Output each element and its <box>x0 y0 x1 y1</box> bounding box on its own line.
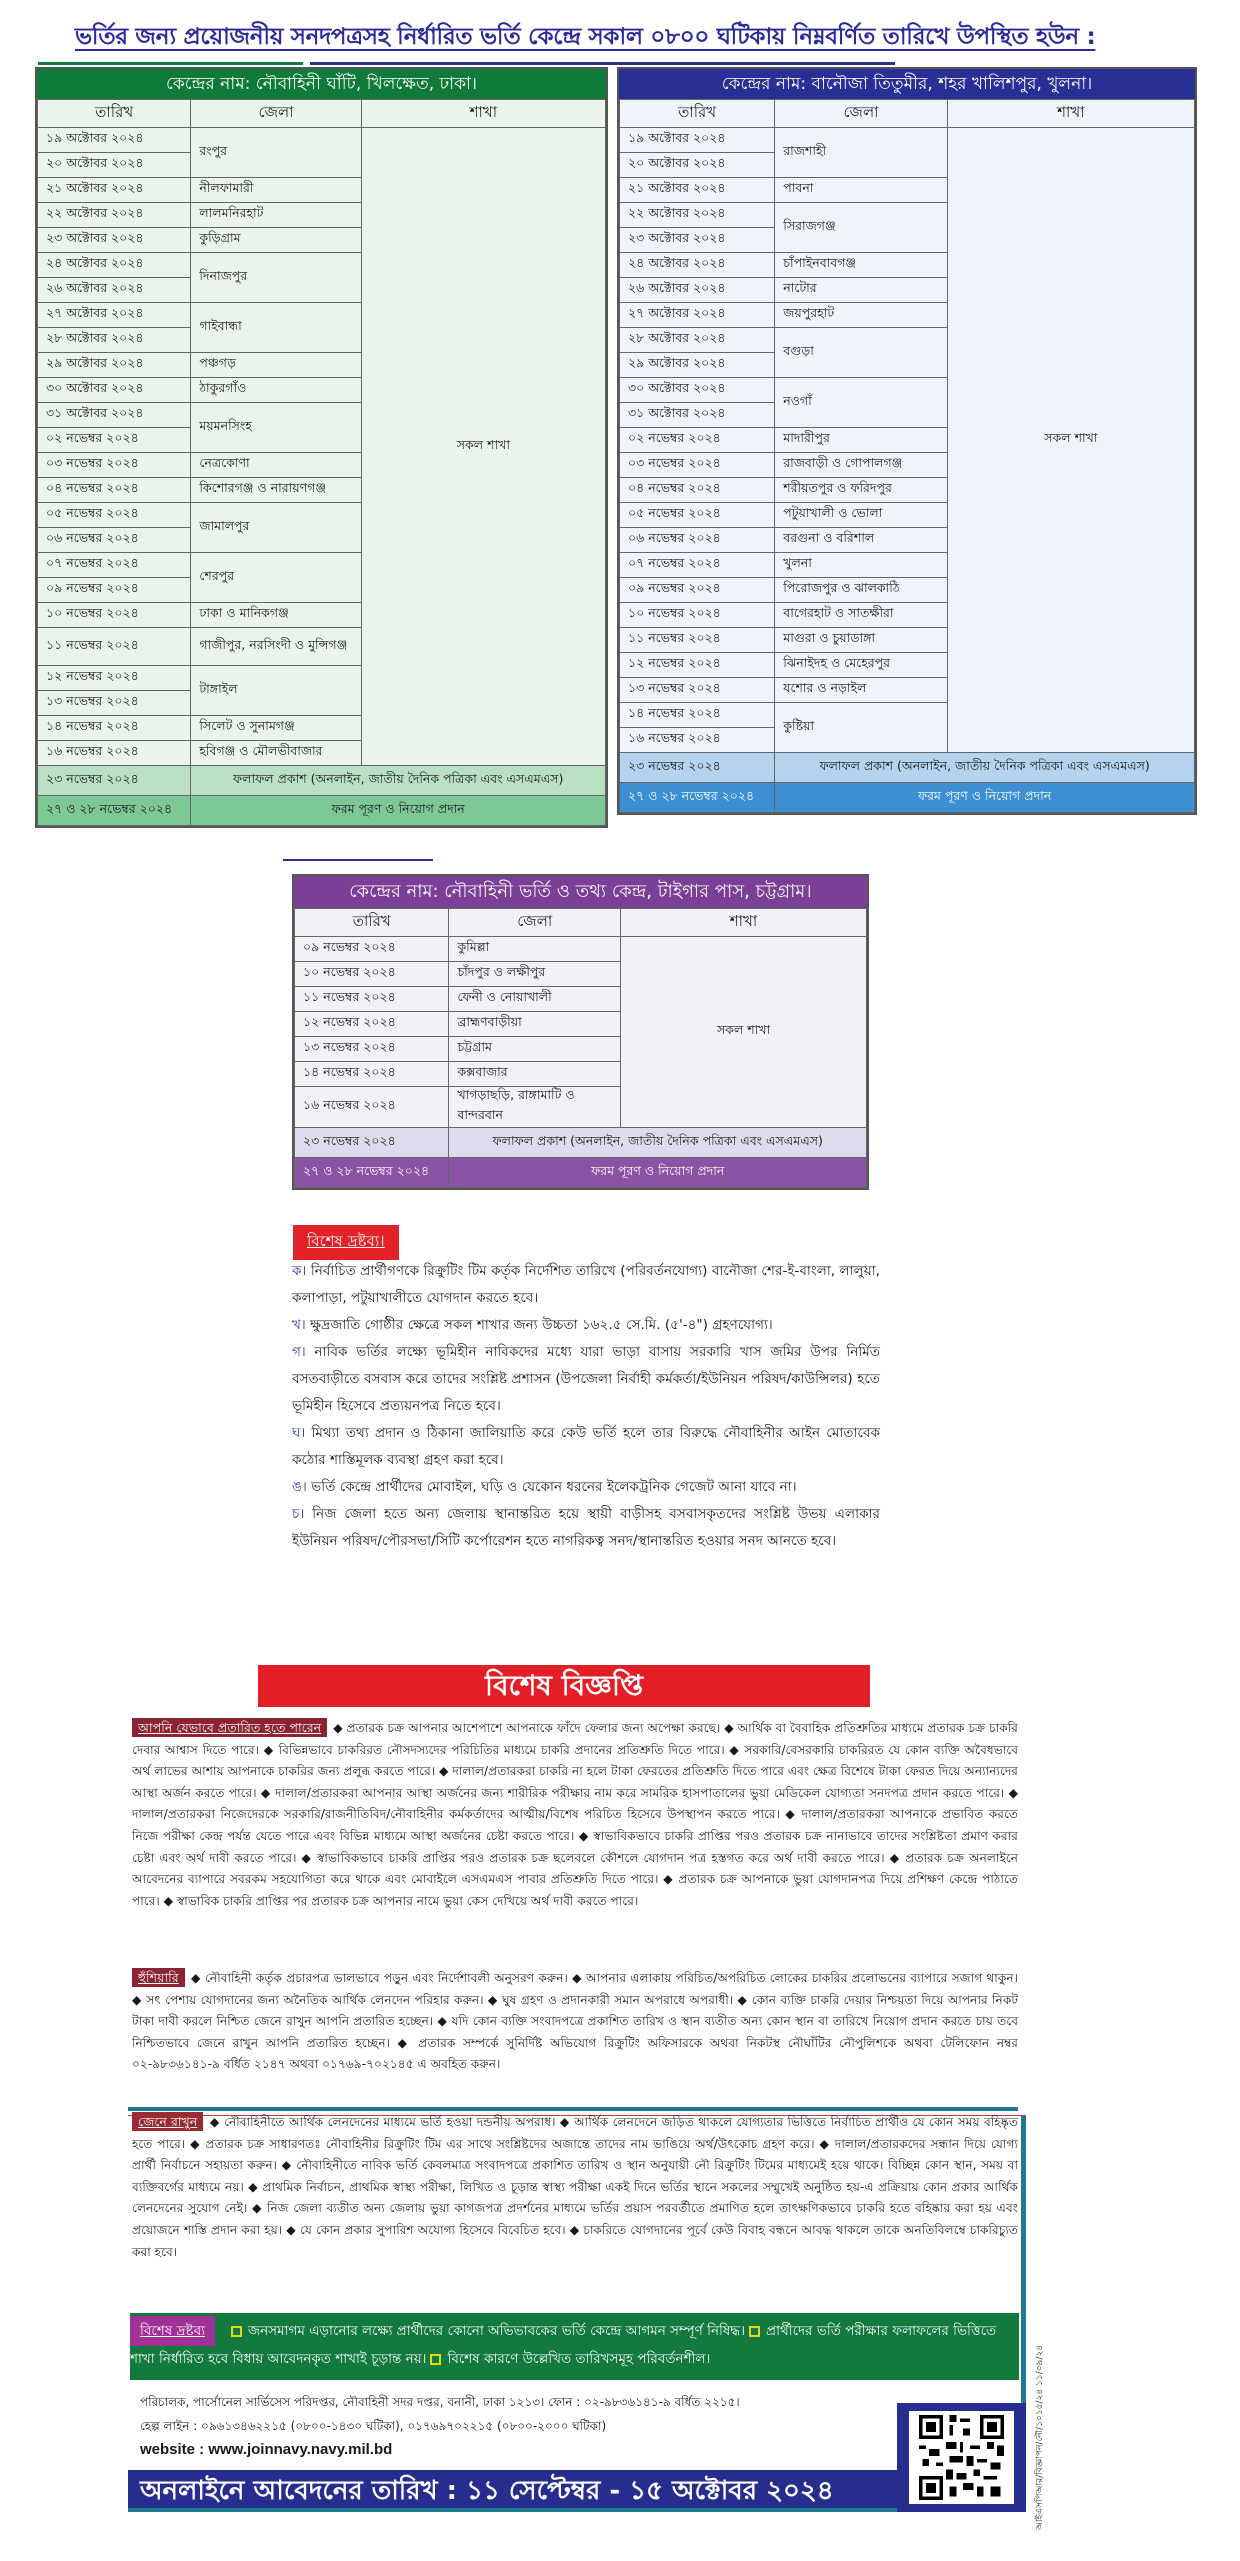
district-cell: রংপুর <box>191 128 361 178</box>
schedule-table <box>619 99 1195 813</box>
district-cell: বগুড়া <box>775 328 948 378</box>
district-cell: জামালপুর <box>191 503 361 553</box>
column-header-district: জেলা <box>449 909 621 937</box>
date-cell: ১২ নভেম্বর ২০২৪ <box>620 653 775 678</box>
date-cell: ০৬ নভেম্বর ২০২৪ <box>38 528 191 553</box>
district-cell: ঠাকুরগাঁও <box>191 378 361 403</box>
result-description: ফলাফল প্রকাশ (অনলাইন, জাতীয় দৈনিক পত্রিকা এবং এসএমএস) <box>775 753 1195 783</box>
center-title: কেন্দ্রের নাম: বানৌজা তিতুমীর, শহর খালিশপুর, খুলনা। <box>619 69 1195 99</box>
form-description: ফরম পূরণ ও নিয়োগ প্রদান <box>449 1158 867 1188</box>
district-cell: পটুয়াখালী ও ভোলা <box>775 503 948 528</box>
result-description: ফলাফল প্রকাশ (অনলাইন, জাতীয় দৈনিক পত্রিকা এবং এসএমএস) <box>191 766 606 796</box>
qr-code-icon <box>913 2415 1010 2500</box>
date-cell: ২৩ নভেম্বর ২০২৪ <box>620 753 775 783</box>
date-cell: ২৩ অক্টোবর ২০২৪ <box>38 228 191 253</box>
date-cell: ০২ নভেম্বর ২০২৪ <box>620 428 775 453</box>
website-link[interactable]: website : www.joinnavy.navy.mil.bd <box>140 2441 393 2458</box>
date-cell: ২৭ ও ২৮ নভেম্বর ২০২৪ <box>38 796 191 826</box>
green-note-label: বিশেষ দ্রষ্টব্য <box>130 2316 215 2346</box>
district-cell: শরীয়তপুর ও ফরিদপুর <box>775 478 948 503</box>
district-cell: গাজীপুর, নরসিংদী ও মুন্সিগঞ্জ <box>191 628 361 666</box>
district-cell: খুলনা <box>775 553 948 578</box>
date-cell: ১১ নভেম্বর ২০২৪ <box>620 628 775 653</box>
date-cell: ১৩ নভেম্বর ২০২৪ <box>38 691 191 716</box>
date-cell: ২৩ নভেম্বর ২০২৪ <box>295 1128 449 1158</box>
table-row <box>620 128 1195 153</box>
center-title: কেন্দ্রের নাম: নৌবাহিনী ভর্তি ও তথ্য কেন্দ্র, টাইগার পাস, চট্টগ্রাম। <box>294 876 867 908</box>
branch-cell: সকল শাখা <box>621 937 867 1128</box>
date-cell: ১৪ নভেম্বর ২০২৪ <box>38 716 191 741</box>
date-cell: ১৬ নভেম্বর ২০২৪ <box>295 1087 449 1128</box>
know-label: জেনে রাখুন <box>132 2112 203 2131</box>
date-cell: ২৮ অক্টোবর ২০২৪ <box>620 328 775 353</box>
decor-line-green <box>38 62 303 65</box>
date-cell: ৩০ অক্টোবর ২০২৪ <box>620 378 775 403</box>
result-description: ফলাফল প্রকাশ (অনলাইন, জাতীয় দৈনিক পত্রিকা এবং এসএমএস) <box>449 1128 867 1158</box>
date-cell: ০৯ নভেম্বর ২০২৪ <box>38 578 191 603</box>
date-cell: ২৩ অক্টোবর ২০২৪ <box>620 228 775 253</box>
district-cell: জয়পুরহাট <box>775 303 948 328</box>
form-row <box>38 796 606 826</box>
date-cell: ০৪ নভেম্বর ২০২৪ <box>620 478 775 503</box>
caution-label: হুঁশিয়ারি <box>132 1968 185 1987</box>
fraud-label: আপনি যেভাবে প্রতারিত হতে পারেন <box>132 1718 327 1737</box>
center-title: কেন্দ্রের নাম: নৌবাহিনী ঘাঁটি, খিলক্ষেত, ঢাকা। <box>37 69 606 99</box>
date-cell: ১১ নভেম্বর ২০২৪ <box>38 628 191 666</box>
date-cell: ১০ নভেম্বর ২০২৪ <box>38 603 191 628</box>
note-item: ক। নির্বাচিত প্রার্থীগণকে রিক্রুটিং টিম কর্তৃক নির্দেশিত তারিখে (পরিবর্তনযোগ্য) বানৌজা শের-ই-বাংলা, লালুয়া, কলাপাড়া, পটুয়াখালীতে যোগদান করতে হবে। <box>292 1263 880 1306</box>
date-cell: ২৭ ও ২৮ নভেম্বর ২০২৪ <box>295 1158 449 1188</box>
branch-cell: সকল শাখা <box>361 128 605 766</box>
district-cell: ময়মনসিংহ <box>191 403 361 453</box>
district-cell: ব্রাহ্মণবাড়ীয়া <box>449 1012 621 1037</box>
date-cell: ২২ অক্টোবর ২০২৪ <box>38 203 191 228</box>
note-item: ঙ। ভর্তি কেন্দ্রে প্রার্থীদের মোবাইল, ঘড়ি ও যেকোন ধরনের ইলেকট্রনিক গেজেট আনা যাবে না। <box>292 1479 797 1495</box>
date-cell: ০৯ নভেম্বর ২০২৪ <box>620 578 775 603</box>
date-cell: ১৪ নভেম্বর ২০২৪ <box>620 703 775 728</box>
special-notes-list <box>292 1258 880 1555</box>
column-header-district: জেলা <box>775 100 948 128</box>
district-cell: ঢাকা ও মানিকগঞ্জ <box>191 603 361 628</box>
district-cell: পাবনা <box>775 178 948 203</box>
contact-info <box>140 2390 900 2462</box>
note-item: চ। নিজ জেলা হতে অন্য জেলায় স্থানান্তরিত হয়ে স্থায়ী বাড়ীসহ বসবাসকৃতদের সংশ্লিষ্ট উভয় এলাকার ইউনিয়ন পরিষদ/পৌরসভা/সিটি কর্পোরেশন হতে নাগরিকত্ব সনদ/স্থানান্তরিত হওয়ার সনদ আনতে হবে। <box>292 1506 881 1549</box>
district-cell: মাগুরা ও চুয়াডাঙ্গা <box>775 628 948 653</box>
date-cell: ২৩ নভেম্বর ২০২৪ <box>38 766 191 796</box>
helpline: হেল্প লাইন : ০৯৬১৩৪৬২২১৫ (০৮০০-১৪৩০ ঘটিকা), ০১৭৬৯৭০২২১৫ (০৮০০-২০০০ ঘটিকা) <box>140 2419 607 2433</box>
checkbox-bullet-icon <box>430 2354 441 2365</box>
date-cell: ১৯ অক্টোবর ২০২৪ <box>620 128 775 153</box>
online-application-dates: অনলাইনে আবেদনের তারিখ : ১১ সেপ্টেম্বর - ১৫ অক্টোবর ২০২৪ <box>128 2470 1026 2512</box>
decor-line-blue-small <box>283 859 433 861</box>
date-cell: ২০ অক্টোবর ২০২৪ <box>38 153 191 178</box>
center-table-khulna <box>617 67 1197 815</box>
center-table-chattogram <box>292 874 869 1190</box>
district-cell: গাইবান্ধা <box>191 303 361 353</box>
special-notice-banner: বিশেষ বিজ্ঞপ্তি <box>258 1665 870 1707</box>
fraud-warning-paragraph: আপনি যেভাবে প্রতারিত হতে পারেন ◆ প্রতারক চক্র আপনার আশেপাশে আপনাকে ফাঁদে ফেলার জন্য অপেক্ষা করছে। ◆ আর্থিক বা বৈবাহিক প্রতিশ্রুতির মাধ্যমে প্রতারক চক্র চাকরি দেবার আশ্বাস দিতে পারে। ◆ বিভিন্নভাবে চাকরিরত নৌসদস্যদের পরিচিতির মাধ্যমে চাকরি প্রদানের প্রতিশ্রুতি দিতে পারে। ◆ সরকারি/বেসরকারি চাকরিরত যে কোন ব্যক্তি অবৈধভাবে অর্থ লাভের আশায় আপনাকে চাকরির জন্য প্রলুব্ধ করতে পারে। ◆ দালাল/প্রতারকরা চাকরি না হলে টাকা ফেরতের প্রতিশ্রুতি দিতে পারে এবং ক্ষেত্র বিশেষে টাকা ফেরত দিয়ে অন্যান্যদের আস্থা অর্জন করতে পারে। ◆ দালাল/প্রতারকরা আপনার আস্থা অর্জনের জন্য শারীরিক পরীক্ষার নাম করে সামরিক হাসপাতালের ভুয়া মেডিকেল যোগ্যতা সনদপত্র প্রদান করতে পারে। ◆ দালাল/প্রতারকরা নিজেদেরকে সরকারি/রাজনীতিবিদ/নৌবাহিনীর কর্মকর্তাদের আত্মীয়/বিশেষ পরিচিত হিসেবে উপস্থাপন করতে পারে। ◆ দালাল/প্রতারকরা আপনাকে প্রভাবিত করতে নিজে পরীক্ষা কেন্দ্র পর্যন্ত যেতে পারে এবং বিভিন্ন মাধ্যমে আস্থা অর্জনের চেষ্টা করতে পারে। ◆ স্বাভাবিকভাবে চাকরি প্রাপ্তির পরও প্রতারক চক্র নানাভাবে তাদের সংশ্লিষ্টতা প্রমাণ করার চেষ্টা এবং অর্থ দাবী করতে পারে। ◆ স্বাভাবিকভাবে চাকরি প্রাপ্তির পরও প্রতারক চক্র ছলেবলে কৌশলে যোগদান পত্র হস্তগত করে অর্থ দাবী করতে পারে। ◆ প্রতারক চক্র অনলাইনে আবেদনের ব্যাপারে সবরকম সহযোগিতা করে থাকে এবং মোবাইলে এসএমএস পাবার প্রতিশ্রুতি দিতে পারে। ◆ প্রতারক চক্র আপনাকে ভুয়া যোগদানপত্র দিয়ে প্রশিক্ষণ কেন্দ্রে পাঠাতে পারে। ◆ স্বাভাবিক চাকরি প্রাপ্তির পর প্রতারক চক্র আপনার নামে ভুয়া কেস দেখিয়ে অর্থ দাবী করতে পারে। <box>132 1720 1018 1908</box>
district-cell: খাগড়াছড়ি, রাঙ্গামাটি ও বান্দরবান <box>449 1087 621 1128</box>
know-this-paragraph: জেনে রাখুন ◆ নৌবাহিনীতে আর্থিক লেনদেনের মাধ্যমে ভর্তি হওয়া দন্ডনীয় অপরাধ। ◆ আর্থিক লেনদেনে জড়িত থাকলে যোগ্যতার ভিত্তিতে নির্বাচিত প্রার্থীও যে কোন সময় বহিষ্কৃত হতে পারে। ◆ প্রতারক চক্র সাধারণতঃ নৌবাহিনীর রিক্রুটিং টিম এর সাথে সংশ্লিষ্টদের অজান্তে তাদের নাম ভাঙিয়ে অর্থ/উৎকোচ গ্রহণ করে। ◆ দালাল/প্রতারকদের সন্ধান দিয়ে যোগ্য প্রার্থী নির্বাচনে সহায়তা করুন। ◆ নৌবাহিনীতে নাবিক ভর্তি কেবলমাত্র সংবাদপত্রে প্রকাশিত তারিখ ও স্থান অনুযায়ী নৌ রিক্রুটিং টিমের মাধ্যমেই হয়ে থাকে। বিচ্ছিন্ন কোন স্থান, সময় বা ব্যক্তিবর্গের মাধ্যমে নয়। ◆ প্রাথমিক নির্বাচন, প্রাথমিক স্বাস্থ্য পরীক্ষা, লিখিত ও চূড়ান্ত স্বাস্থ্য পরীক্ষা একই দিনে ভর্তির স্থানে সকলের সম্মুখেই অনুষ্ঠিত হয়-এ প্রক্রিয়ায় কোন প্রকার আর্থিক লেনদেনের সুযোগ নেই। ◆ নিজ জেলা ব্যতীত অন্য জেলায় ভুয়া কাগজপত্র প্রদর্শনের মাধ্যমে ভর্তির প্রয়াস পরবর্তীতে প্রমাণিত হলে তাৎক্ষণিকভাবে চাকরি হতে বহিষ্কার করা হয় এবং প্রয়োজনে শাস্তি প্রদান করা হয়। ◆ যে কোন প্রকার সুপারিশ অযোগ্য হিসেবে বিবেচিত হবে। ◆ চাকরিতে যোগদানের পূর্বে কেউ বিবাহ বন্ধনে আবদ্ধ থাকলে তাকে অনতিবিলম্বে চাকরিচ্যুত করা হবে। <box>132 2114 1018 2259</box>
date-cell: ০৯ নভেম্বর ২০২৪ <box>295 937 449 962</box>
district-cell: সিরাজগঞ্জ <box>775 203 948 253</box>
date-cell: ০৫ নভেম্বর ২০২৪ <box>38 503 191 528</box>
district-cell: শেরপুর <box>191 553 361 603</box>
result-row <box>295 1128 867 1158</box>
date-cell: ২৮ অক্টোবর ২০২৪ <box>38 328 191 353</box>
district-cell: বরগুনা ও বরিশাল <box>775 528 948 553</box>
date-cell: ০৪ নভেম্বর ২০২৪ <box>38 478 191 503</box>
district-cell: নাটোর <box>775 278 948 303</box>
column-header-date: তারিখ <box>38 100 191 128</box>
date-cell: ২৯ অক্টোবর ২০২৪ <box>38 353 191 378</box>
column-header-date: তারিখ <box>295 909 449 937</box>
district-cell: কক্সবাজার <box>449 1062 621 1087</box>
date-cell: ২৭ অক্টোবর ২০২৪ <box>620 303 775 328</box>
district-cell: চাঁপাইনবাবগঞ্জ <box>775 253 948 278</box>
table-row <box>38 128 606 153</box>
note-item: ঘ। মিথ্যা তথ্য প্রদান ও ঠিকানা জালিয়াতি করে কেউ ভর্তি হলে তার বিরুদ্ধে নৌবাহিনীর আইন মোতাবেক কঠোর শাস্তিমূলক ব্যবস্থা গ্রহণ করা হবে। <box>292 1425 880 1468</box>
date-cell: ১৯ অক্টোবর ২০২৪ <box>38 128 191 153</box>
date-cell: ১৩ নভেম্বর ২০২৪ <box>620 678 775 703</box>
date-cell: ০৭ নভেম্বর ২০২৪ <box>38 553 191 578</box>
date-cell: ১২ নভেম্বর ২০২৪ <box>295 1012 449 1037</box>
date-cell: ১০ নভেম্বর ২০২৪ <box>295 962 449 987</box>
decor-line-blue <box>310 62 895 65</box>
district-cell: নেত্রকোণা <box>191 453 361 478</box>
result-row <box>38 766 606 796</box>
caution-paragraph: হুঁশিয়ারি ◆ নৌবাহিনী কর্তৃক প্রচারপত্র ভালভাবে পড়ুন এবং নির্দেশাবলী অনুসরণ করুন। ◆ আপনার এলাকায় পরিচিত/অপরিচিত লোকের চাকরির প্রলোভনের ব্যাপারে সজাগ থাকুন। ◆ সৎ পেশায় যোগদানের জন্য অনৈতিক আর্থিক লেনদেন পরিহার করুন। ◆ ঘুষ গ্রহণ ও প্রদানকারী সমান অপরাধে অপরাধী। ◆ কোন ব্যক্তি চাকরি দেয়ার নিশ্চয়তা দিয়ে আপনার নিকট টাকা দাবী করলে নিশ্চিত জেনে রাখুন আপনি প্রতারিত হচ্ছেন। ◆ যদি কোন ব্যক্তি সংবাদপত্রে প্রকাশিত তারিখ ও স্থান ব্যতীত অন্য কোন স্থান বা তারিখে নিয়োগ প্রদান করতে চায় তবে নিশ্চিতভাবে জেনে রাখুন আপনি প্রতারিত হচ্ছেন। ◆ প্রতারক সম্পর্কে সুনির্দিষ্ট অভিযোগ রিক্রুটিং অফিসারকে অথবা নিকটস্থ নৌঘাঁটির নৌপুলিশকে অথবা টেলিফোন নম্বর ০২-৯৮৩৬১৪১-৯ বর্ধিত ২১৪৭ অথবা ০১৭৬৯-৭০২১৪৫ এ অবহিত করুন। <box>132 1970 1018 2072</box>
date-cell: ২৭ ও ২৮ নভেম্বর ২০২৪ <box>620 783 775 813</box>
special-note-green-box: বিশেষ দ্রষ্টব্য জনসমাগম এড়ানোর লক্ষ্যে প্রার্থীদের কোনো অভিভাবকের ভর্তি কেন্দ্রে আগমন সম্পূর্ণ নিষিদ্ধ। প্রার্থীদের ভর্তি পরীক্ষার ফলাফলের ভিত্তিতে শাখা নির্ধারিত হবে বিধায় আবেদনকৃত শাখাই চূড়ান্ত নয়। বিশেষ কারণে উল্লেখিত তারিখসমূহ পরিবর্তনশীল। <box>130 2313 1019 2380</box>
form-row <box>620 783 1195 813</box>
district-cell: হবিগঞ্জ ও মৌলভীবাজার <box>191 741 361 766</box>
date-cell: ১৪ নভেম্বর ২০২৪ <box>295 1062 449 1087</box>
form-description: ফরম পূরণ ও নিয়োগ প্রদান <box>775 783 1195 813</box>
table-row <box>295 937 867 962</box>
checkbox-bullet-icon <box>749 2326 760 2337</box>
publication-reference: আইএসপিআর/বিজ্ঞাপন/নৌ/১০১৫/২৪ ১১/০৯/২৪ <box>1035 2344 1045 2530</box>
column-header-branch: শাখা <box>621 909 867 937</box>
district-cell: লালমনিরহাট <box>191 203 361 228</box>
district-cell: পিরোজপুর ও ঝালকাঠি <box>775 578 948 603</box>
note-item: গ। নাবিক ভর্তির লক্ষ্যে ভূমিহীন নাবিকদের মধ্যে যারা ভাড়া বাসায় সরকারি খাস জমির উপর নির্মিত বসতবাড়ীতে বসবাস করে তাদের সংশ্লিষ্ট প্রশাসন (উপজেলা নির্বাহী কর্মকর্তা/ইউনিয়ন পরিষদ/কাউন্সিলর) হতে ভূমিহীন হিসেবে প্রত্যয়নপত্র নিতে হবে। <box>292 1344 880 1414</box>
date-cell: ১০ নভেম্বর ২০২৪ <box>620 603 775 628</box>
checkbox-bullet-icon <box>231 2326 242 2337</box>
date-cell: ২২ অক্টোবর ২০২৪ <box>620 203 775 228</box>
date-cell: ২১ অক্টোবর ২০২৪ <box>620 178 775 203</box>
date-cell: ৩১ অক্টোবর ২০২৪ <box>620 403 775 428</box>
address-line: পরিচালক, পার্সোনেল সার্ভিসেস পরিদপ্তর, নৌবাহিনী সদর দপ্তর, বনানী, ঢাকা ১২১৩। ফোন : ০২-৯৮৩৬১৪১-৯ বর্ধিত ২২১৫। <box>140 2395 740 2409</box>
date-cell: ২১ অক্টোবর ২০২৪ <box>38 178 191 203</box>
district-cell: চট্টগ্রাম <box>449 1037 621 1062</box>
district-cell: ঝিনাইদহ ও মেহেরপুর <box>775 653 948 678</box>
schedule-table <box>37 99 606 826</box>
divider <box>128 2107 1018 2111</box>
district-cell: কিশোরগঞ্জ ও নারায়ণগঞ্জ <box>191 478 361 503</box>
district-cell: ফেনী ও নোয়াখালী <box>449 987 621 1012</box>
district-cell: কুড়িগ্রাম <box>191 228 361 253</box>
date-cell: ০৭ নভেম্বর ২০২৪ <box>620 553 775 578</box>
date-cell: ০২ নভেম্বর ২০২৪ <box>38 428 191 453</box>
date-cell: ২৭ অক্টোবর ২০২৪ <box>38 303 191 328</box>
district-cell: টাঙ্গাইল <box>191 666 361 716</box>
date-cell: ২৯ অক্টোবর ২০২৪ <box>620 353 775 378</box>
branch-cell: সকল শাখা <box>947 128 1194 753</box>
special-note-badge: বিশেষ দ্রষ্টব্য। <box>293 1225 399 1260</box>
column-header-date: তারিখ <box>620 100 775 128</box>
date-cell: ২৬ অক্টোবর ২০২৪ <box>620 278 775 303</box>
column-header-branch: শাখা <box>361 100 605 128</box>
date-cell: ১১ নভেম্বর ২০২৪ <box>295 987 449 1012</box>
date-cell: ০৩ নভেম্বর ২০২৪ <box>620 453 775 478</box>
district-cell: মাদারীপুর <box>775 428 948 453</box>
date-cell: ৩০ অক্টোবর ২০২৪ <box>38 378 191 403</box>
district-cell: নীলফামারী <box>191 178 361 203</box>
date-cell: ৩১ অক্টোবর ২০২৪ <box>38 403 191 428</box>
result-row <box>620 753 1195 783</box>
district-cell: কুষ্টিয়া <box>775 703 948 753</box>
district-cell: রাজশাহী <box>775 128 948 178</box>
schedule-table <box>294 908 867 1188</box>
district-cell: রাজবাড়ী ও গোপালগঞ্জ <box>775 453 948 478</box>
form-row <box>295 1158 867 1188</box>
date-cell: ২৬ অক্টোবর ২০২৪ <box>38 278 191 303</box>
date-cell: ১৩ নভেম্বর ২০২৪ <box>295 1037 449 1062</box>
date-cell: ০৩ নভেম্বর ২০২৪ <box>38 453 191 478</box>
center-table-dhaka <box>35 67 608 828</box>
district-cell: পঞ্চগড় <box>191 353 361 378</box>
date-cell: ২০ অক্টোবর ২০২৪ <box>620 153 775 178</box>
district-cell: যশোর ও নড়াইল <box>775 678 948 703</box>
date-cell: ২৪ অক্টোবর ২০২৪ <box>620 253 775 278</box>
date-cell: ০৬ নভেম্বর ২০২৪ <box>620 528 775 553</box>
page-heading: ভর্তির জন্য প্রয়োজনীয় সনদপত্রসহ নির্ধারিত ভর্তি কেন্দ্রে সকাল ০৮০০ ঘটিকায় নিম্নবর্ণিত তারিখে উপস্থিত হউন : <box>75 24 1096 50</box>
district-cell: নওগাঁ <box>775 378 948 428</box>
district-cell: চাঁদপুর ও লক্ষীপুর <box>449 962 621 987</box>
column-header-branch: শাখা <box>947 100 1194 128</box>
district-cell: বাগেরহাট ও সাতক্ষীরা <box>775 603 948 628</box>
date-cell: ১৬ নভেম্বর ২০২৪ <box>38 741 191 766</box>
qr-code[interactable] <box>897 2403 1026 2512</box>
district-cell: দিনাজপুর <box>191 253 361 303</box>
date-cell: ১৬ নভেম্বর ২০২৪ <box>620 728 775 753</box>
column-header-district: জেলা <box>191 100 361 128</box>
date-cell: ২৪ অক্টোবর ২০২৪ <box>38 253 191 278</box>
date-cell: ১২ নভেম্বর ২০২৪ <box>38 666 191 691</box>
form-description: ফরম পূরণ ও নিয়োগ প্রদান <box>191 796 606 826</box>
district-cell: কুমিল্লা <box>449 937 621 962</box>
district-cell: সিলেট ও সুনামগঞ্জ <box>191 716 361 741</box>
date-cell: ০৫ নভেম্বর ২০২৪ <box>620 503 775 528</box>
note-item: খ। ক্ষুদ্রজাতি গোষ্ঠীর ক্ষেত্রে সকল শাখার জন্য উচ্চতা ১৬২.৫ সে.মি. (৫'-৪") গ্রহণযোগ্য। <box>292 1317 773 1333</box>
